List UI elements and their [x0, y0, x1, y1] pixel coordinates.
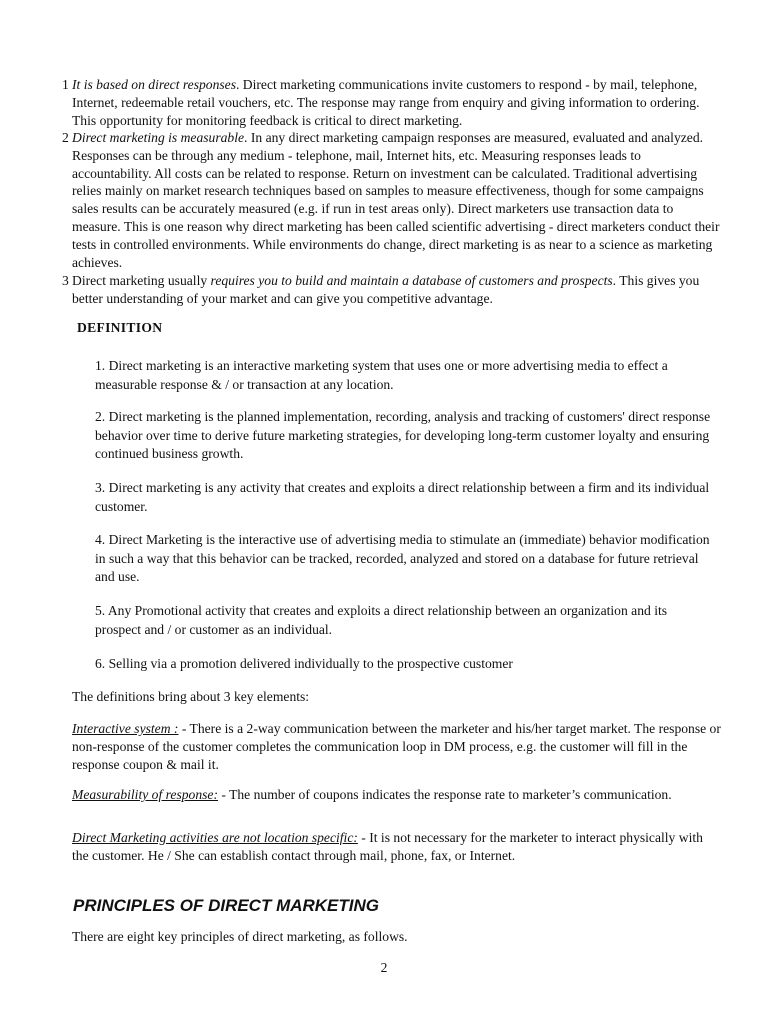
list-item-3	[62, 272, 722, 308]
page-number: 2	[380, 960, 388, 975]
definition-item: 5. Any Promotional activity that creates and exploits a direct relationship between an organization and its prospect and / or customer as an individual.	[95, 603, 668, 637]
definition-heading: DEFINITION	[77, 320, 163, 335]
key-element-term: Direct Marketing activities are not location specific:	[72, 830, 358, 845]
definition-item: 3. Direct marketing is any activity that creates and exploits a direct relationship between a firm and its individual customer.	[95, 480, 710, 514]
list-item-1	[62, 76, 722, 129]
list-text	[72, 129, 722, 271]
key-elements-intro: The definitions bring about 3 key elements:	[72, 689, 310, 704]
key-element-term: Interactive system :	[72, 721, 179, 736]
definition-item: 1. Direct marketing is an interactive marketing system that uses one or more advertising media to effect a measurable response & / or transaction at any location.	[95, 358, 668, 392]
section-heading: PRINCIPLES OF DIRECT MARKETING	[73, 896, 380, 915]
list-lead: It is based on direct responses	[72, 77, 236, 92]
key-element-text: - There is a 2-way communication between the marketer and his/her target market. The response or non-response of the customer completes the communication loop in DM process, e.g. the customer will fill in the response coupon & mail it.	[72, 721, 721, 772]
list-number: 2	[62, 130, 69, 145]
section-intro: There are eight key principles of direct marketing, as follows.	[72, 929, 408, 944]
list-number: 1	[62, 77, 69, 92]
key-element-interactive	[72, 720, 722, 774]
list-number: 3	[62, 273, 69, 288]
list-text	[72, 272, 722, 308]
definition-item: 2. Direct marketing is the planned implementation, recording, analysis and tracking of customers' direct response behavior over time to derive future marketing strategies, for developing long-term customer loyalty and ensuring continued business growth.	[95, 409, 711, 461]
list-text	[72, 76, 722, 129]
key-element-location	[72, 829, 722, 865]
list-rest: . This gives you better understanding of your market and can give you competitive advantage.	[72, 273, 700, 306]
key-element-text: - The number of coupons indicates the response rate to marketer’s communication.	[218, 787, 672, 802]
definition-item: 4. Direct Marketing is the interactive use of advertising media to stimulate an (immediate) behavior modification in such a way that this behavior can be tracked, recorded, analyzed and stored on a database for future retrieval and use.	[95, 532, 710, 584]
list-lead: requires you to build and maintain a database of customers and prospects	[210, 273, 613, 288]
list-rest: . Direct marketing communications invite customers to respond - by mail, telephone, Internet, redeemable retail vouchers, etc. The response may range from enquiry and giving information to ordering. This opportunity for monitoring feedback is critical to direct marketing.	[72, 77, 700, 128]
list-lead: Direct marketing is measurable	[72, 130, 245, 145]
key-element-measurability	[72, 786, 722, 804]
key-element-text: - It is not necessary for the marketer to interact physically with the customer. He / She can establish contact through mail, phone, fax, or Internet.	[72, 830, 703, 863]
definition-item: 6. Selling via a promotion delivered individually to the prospective customer	[95, 656, 513, 671]
list-pre: Direct marketing usually	[72, 273, 211, 288]
list-rest: . In any direct marketing campaign responses are measured, evaluated and analyzed. Responses can be through any medium - telephone, mail, Internet hits, etc. Measuring responses leads to accountability. All costs can be related to response. Return on investment can be calculated. Traditional advertising relies mainly on market research techniques based on samples to measure effectiveness, though for some campaigns sales results can be accurately measured (e.g. if run in test areas only). Direct marketers use transaction data to measure. This is one reason why direct marketing has been called scientific advertising - direct marketers conduct their tests in controlled environments. While environments do change, direct marketing is as near to a science as marketing achieves.	[72, 130, 720, 270]
key-element-term: Measurability of response:	[72, 787, 218, 802]
list-item-2	[62, 129, 722, 271]
